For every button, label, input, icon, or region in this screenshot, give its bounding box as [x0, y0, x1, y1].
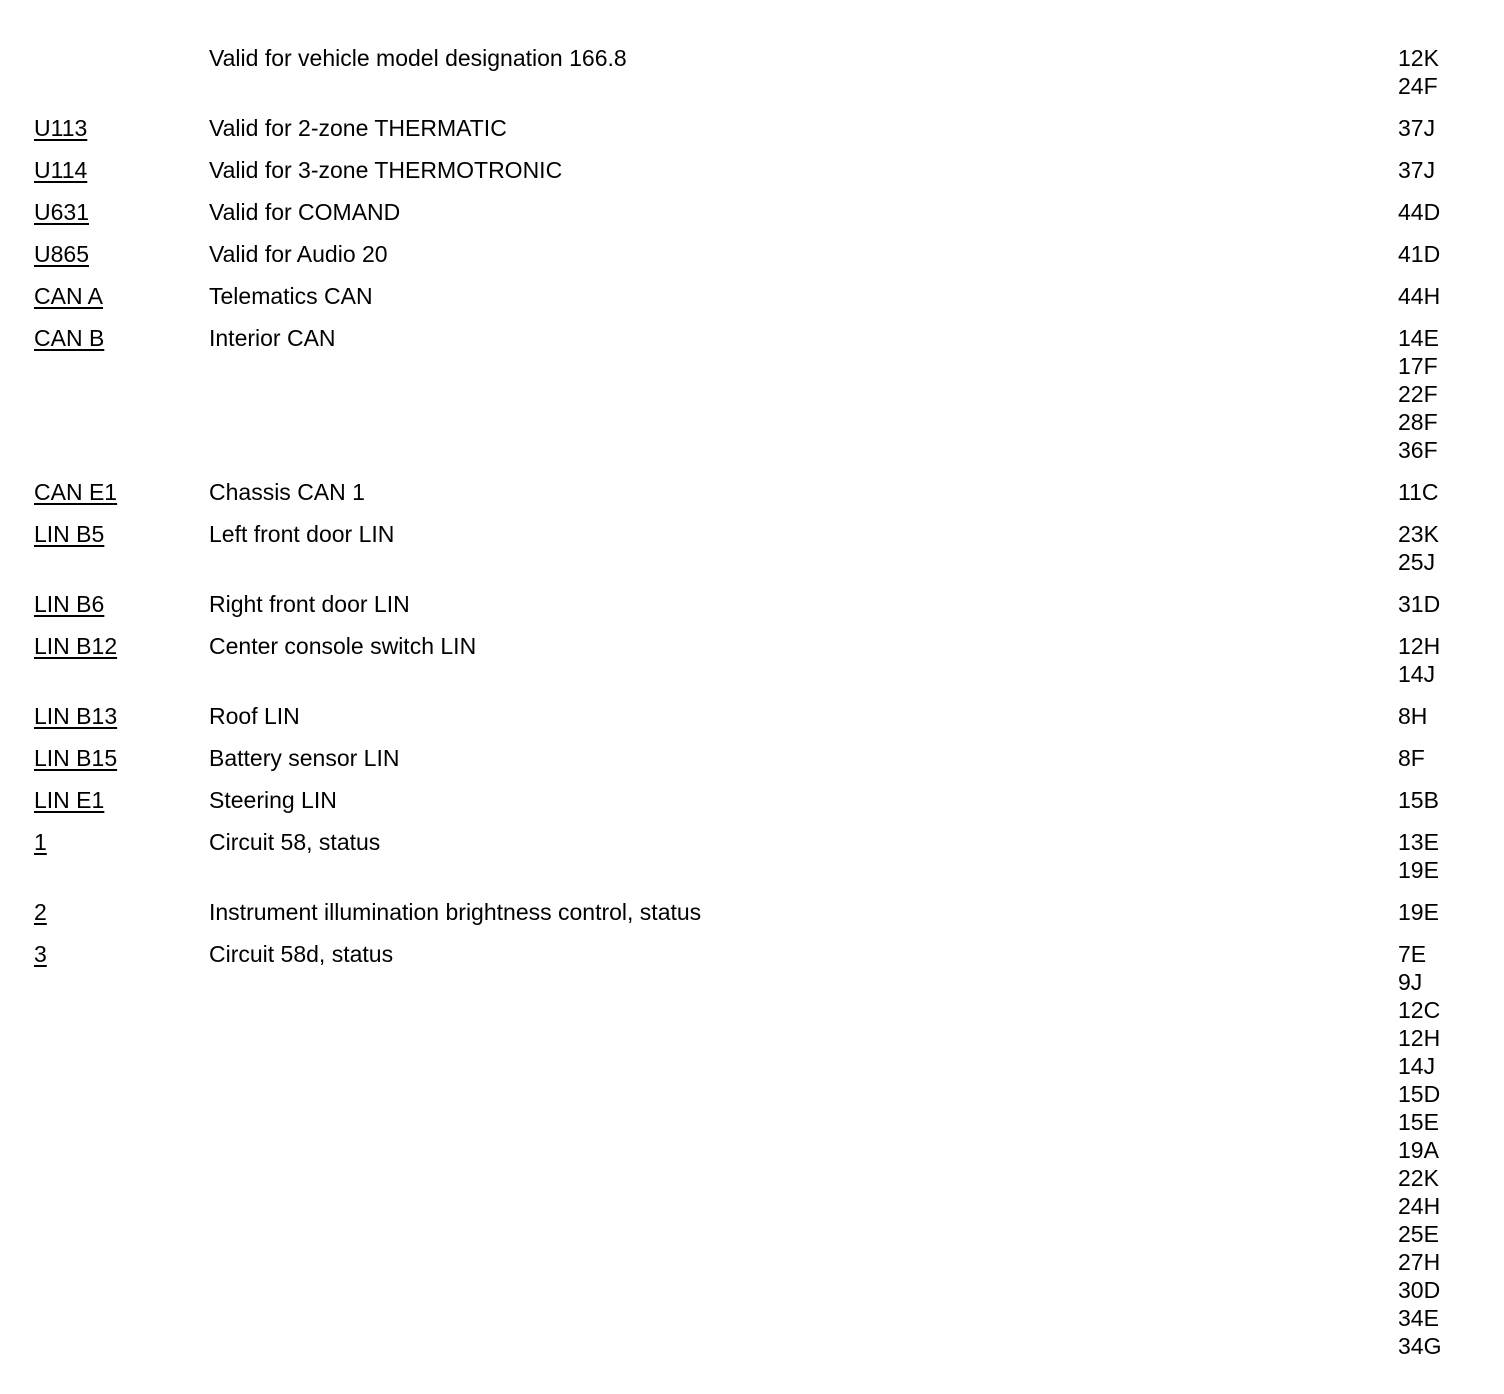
entry-references [1398, 590, 1440, 618]
legend-entry [0, 324, 1504, 464]
legend-entry [0, 898, 1504, 926]
legend-entry [0, 282, 1504, 310]
entry-code[interactable]: U114 [34, 157, 88, 183]
entry-description: Valid for COMAND [209, 199, 401, 225]
grid-reference: 9J [1398, 969, 1423, 995]
grid-reference: 25E [1398, 1221, 1439, 1247]
grid-reference: 13E [1398, 829, 1439, 855]
grid-reference: 14J [1398, 661, 1436, 687]
entry-references [1398, 198, 1440, 226]
entry-references [1398, 898, 1439, 926]
entry-code[interactable]: CAN A [34, 283, 104, 309]
entry-description: Instrument illumination brightness control, status [209, 899, 702, 925]
grid-reference: 22F [1398, 381, 1438, 407]
entry-code[interactable]: LIN B12 [34, 633, 118, 659]
grid-reference: 19E [1398, 899, 1439, 925]
entry-references [1398, 702, 1427, 730]
legend-entry [0, 786, 1504, 814]
entry-description: Left front door LIN [209, 521, 395, 547]
legend-entry [0, 44, 1504, 100]
grid-reference: 27H [1398, 1249, 1441, 1275]
grid-reference: 24F [1398, 73, 1438, 99]
legend-entry [0, 114, 1504, 142]
grid-reference: 24H [1398, 1193, 1441, 1219]
grid-reference: 14E [1398, 325, 1439, 351]
legend-entry [0, 702, 1504, 730]
entry-description: Battery sensor LIN [209, 745, 400, 771]
legend-entry [0, 520, 1504, 576]
entry-code[interactable]: LIN B15 [34, 745, 118, 771]
grid-reference: 12H [1398, 633, 1441, 659]
grid-reference: 34G [1398, 1333, 1442, 1359]
grid-reference: 22K [1398, 1165, 1439, 1191]
entry-description: Chassis CAN 1 [209, 479, 365, 505]
entry-description: Valid for 3-zone THERMOTRONIC [209, 157, 563, 183]
entry-code[interactable]: U113 [34, 115, 88, 141]
legend-entry [0, 744, 1504, 772]
grid-reference: 37J [1398, 115, 1436, 141]
entry-code[interactable]: LIN B6 [34, 591, 105, 617]
grid-reference: 12K [1398, 45, 1439, 71]
entry-references [1398, 114, 1435, 142]
entry-description: Center console switch LIN [209, 633, 477, 659]
legend-entry [0, 632, 1504, 688]
entry-description: Valid for vehicle model designation 166.8 [209, 45, 627, 71]
entry-description: Circuit 58, status [209, 829, 381, 855]
grid-reference: 23K [1398, 521, 1439, 547]
grid-reference: 19A [1398, 1137, 1439, 1163]
entry-description: Interior CAN [209, 325, 336, 351]
entry-references [1398, 478, 1439, 506]
entry-description: Circuit 58d, status [209, 941, 394, 967]
entry-references [1398, 828, 1439, 884]
grid-reference: 31D [1398, 591, 1441, 617]
entry-description: Right front door LIN [209, 591, 410, 617]
grid-reference: 15E [1398, 1109, 1439, 1135]
entry-references [1398, 520, 1439, 576]
grid-reference: 15B [1398, 787, 1439, 813]
entry-references [1398, 632, 1440, 688]
legend-entry [0, 156, 1504, 184]
grid-reference: 14J [1398, 1053, 1436, 1079]
legend-entry [0, 198, 1504, 226]
entry-references [1398, 324, 1439, 464]
grid-reference: 30D [1398, 1277, 1441, 1303]
entry-references [1398, 744, 1425, 772]
entry-description: Steering LIN [209, 787, 337, 813]
grid-reference: 37J [1398, 157, 1436, 183]
legend-list [0, 44, 1504, 1374]
entry-references [1398, 282, 1440, 310]
entry-code[interactable]: CAN E1 [34, 479, 118, 505]
grid-reference: 36F [1398, 437, 1438, 463]
legend-entry [0, 828, 1504, 884]
entry-code[interactable]: LIN E1 [34, 787, 105, 813]
entry-code[interactable]: 3 [34, 941, 47, 967]
grid-reference: 17F [1398, 353, 1438, 379]
entry-references [1398, 786, 1439, 814]
grid-reference: 15D [1398, 1081, 1441, 1107]
legend-entry [0, 478, 1504, 506]
grid-reference: 7E [1398, 941, 1427, 967]
entry-description: Telematics CAN [209, 283, 373, 309]
grid-reference: 44H [1398, 283, 1441, 309]
entry-code[interactable]: 2 [34, 899, 47, 925]
entry-references [1398, 44, 1439, 100]
entry-code[interactable]: CAN B [34, 325, 105, 351]
grid-reference: 34E [1398, 1305, 1439, 1331]
entry-description: Valid for Audio 20 [209, 241, 388, 267]
grid-reference: 8H [1398, 703, 1428, 729]
legend-entry [0, 940, 1504, 1360]
entry-description: Valid for 2-zone THERMATIC [209, 115, 507, 141]
grid-reference: 11C [1398, 479, 1439, 505]
entry-code[interactable]: LIN B13 [34, 703, 118, 729]
entry-code[interactable]: U865 [34, 241, 89, 267]
entry-code[interactable]: U631 [34, 199, 89, 225]
grid-reference: 25J [1398, 549, 1436, 575]
entry-code[interactable]: 1 [34, 829, 47, 855]
grid-reference: 44D [1398, 199, 1441, 225]
entry-references [1398, 940, 1441, 1360]
grid-reference: 19E [1398, 857, 1439, 883]
grid-reference: 12C [1398, 997, 1441, 1023]
grid-reference: 8F [1398, 745, 1425, 771]
legend-entry [0, 240, 1504, 268]
entry-references [1398, 156, 1435, 184]
grid-reference: 28F [1398, 409, 1438, 435]
grid-reference: 12H [1398, 1025, 1441, 1051]
entry-description: Roof LIN [209, 703, 300, 729]
grid-reference: 41D [1398, 241, 1441, 267]
legend-entry [0, 590, 1504, 618]
entry-code[interactable]: LIN B5 [34, 521, 105, 547]
entry-references [1398, 240, 1440, 268]
